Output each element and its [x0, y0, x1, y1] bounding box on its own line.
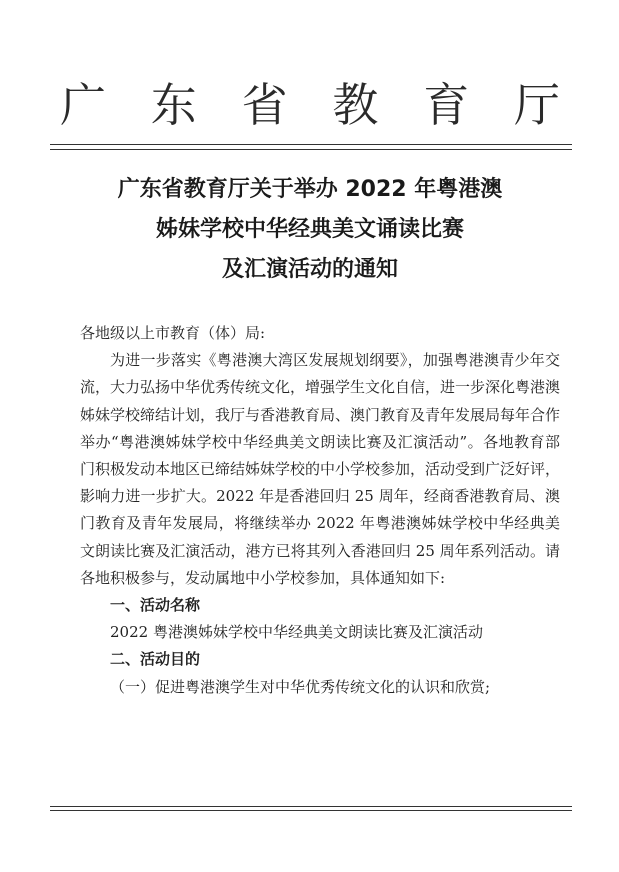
masthead [60, 72, 560, 132]
document-title [60, 170, 560, 290]
title-line: 广东省教育厅关于举办 2022 年粤港澳 [117, 177, 503, 202]
addressee: 各地级以上市教育（体）局: [80, 324, 266, 342]
section-heading-activity-purpose: 二、活动目的 [110, 650, 201, 669]
masthead-char: 教 [332, 78, 379, 132]
footer-divider [50, 810, 572, 811]
title-line: 姊妹学校中华经典美文诵读比赛 [155, 217, 464, 242]
document-body [80, 320, 560, 701]
masthead-divider [50, 144, 572, 145]
title-line: 及汇演活动的通知 [221, 257, 398, 282]
masthead-char: 省 [241, 78, 288, 132]
masthead-char: 东 [150, 78, 197, 132]
masthead-char: 育 [423, 78, 470, 132]
footer-divider-thin [50, 806, 572, 807]
intro-paragraph: 为进一步落实《粤港澳大湾区发展规划纲要》，加强粤港澳青少年交流，大力弘扬中华优秀传统文化，增强学生文化自信，进一步深化粤港澳姊妹学校缔结计划，我厅与香港教育局、澳门教育及青年发展局每年合作举办“粤港澳姊妹学校中华经典美文朗读比赛及汇演活动”。各地教育部门积极发动本地区已缔结姊妹学校的中小学校参加，活动受到广泛好评，影响力进一步扩大。2022 年是香港回归 25 周年，经商香港教育局、澳门教育及青年发展局，将继续举办 2022 年粤港澳姊妹学校中华经典美文朗读比赛及汇演活动，港方已将其列入香港回归 25 周年系列活动。请各地积极参与，发动属地中小学校参加，具体通知如下: [80, 351, 561, 587]
section-heading-activity-name: 一、活动名称 [110, 596, 201, 615]
masthead-char: 广 [60, 78, 106, 132]
purpose-item: （一）促进粤港澳学生对中华优秀传统文化的认识和欣赏; [110, 677, 491, 696]
masthead-char: 厅 [513, 78, 560, 132]
masthead-divider-thin [50, 149, 572, 150]
activity-name-text: 2022 粤港澳姊妹学校中华经典美文朗读比赛及汇演活动 [110, 623, 483, 642]
